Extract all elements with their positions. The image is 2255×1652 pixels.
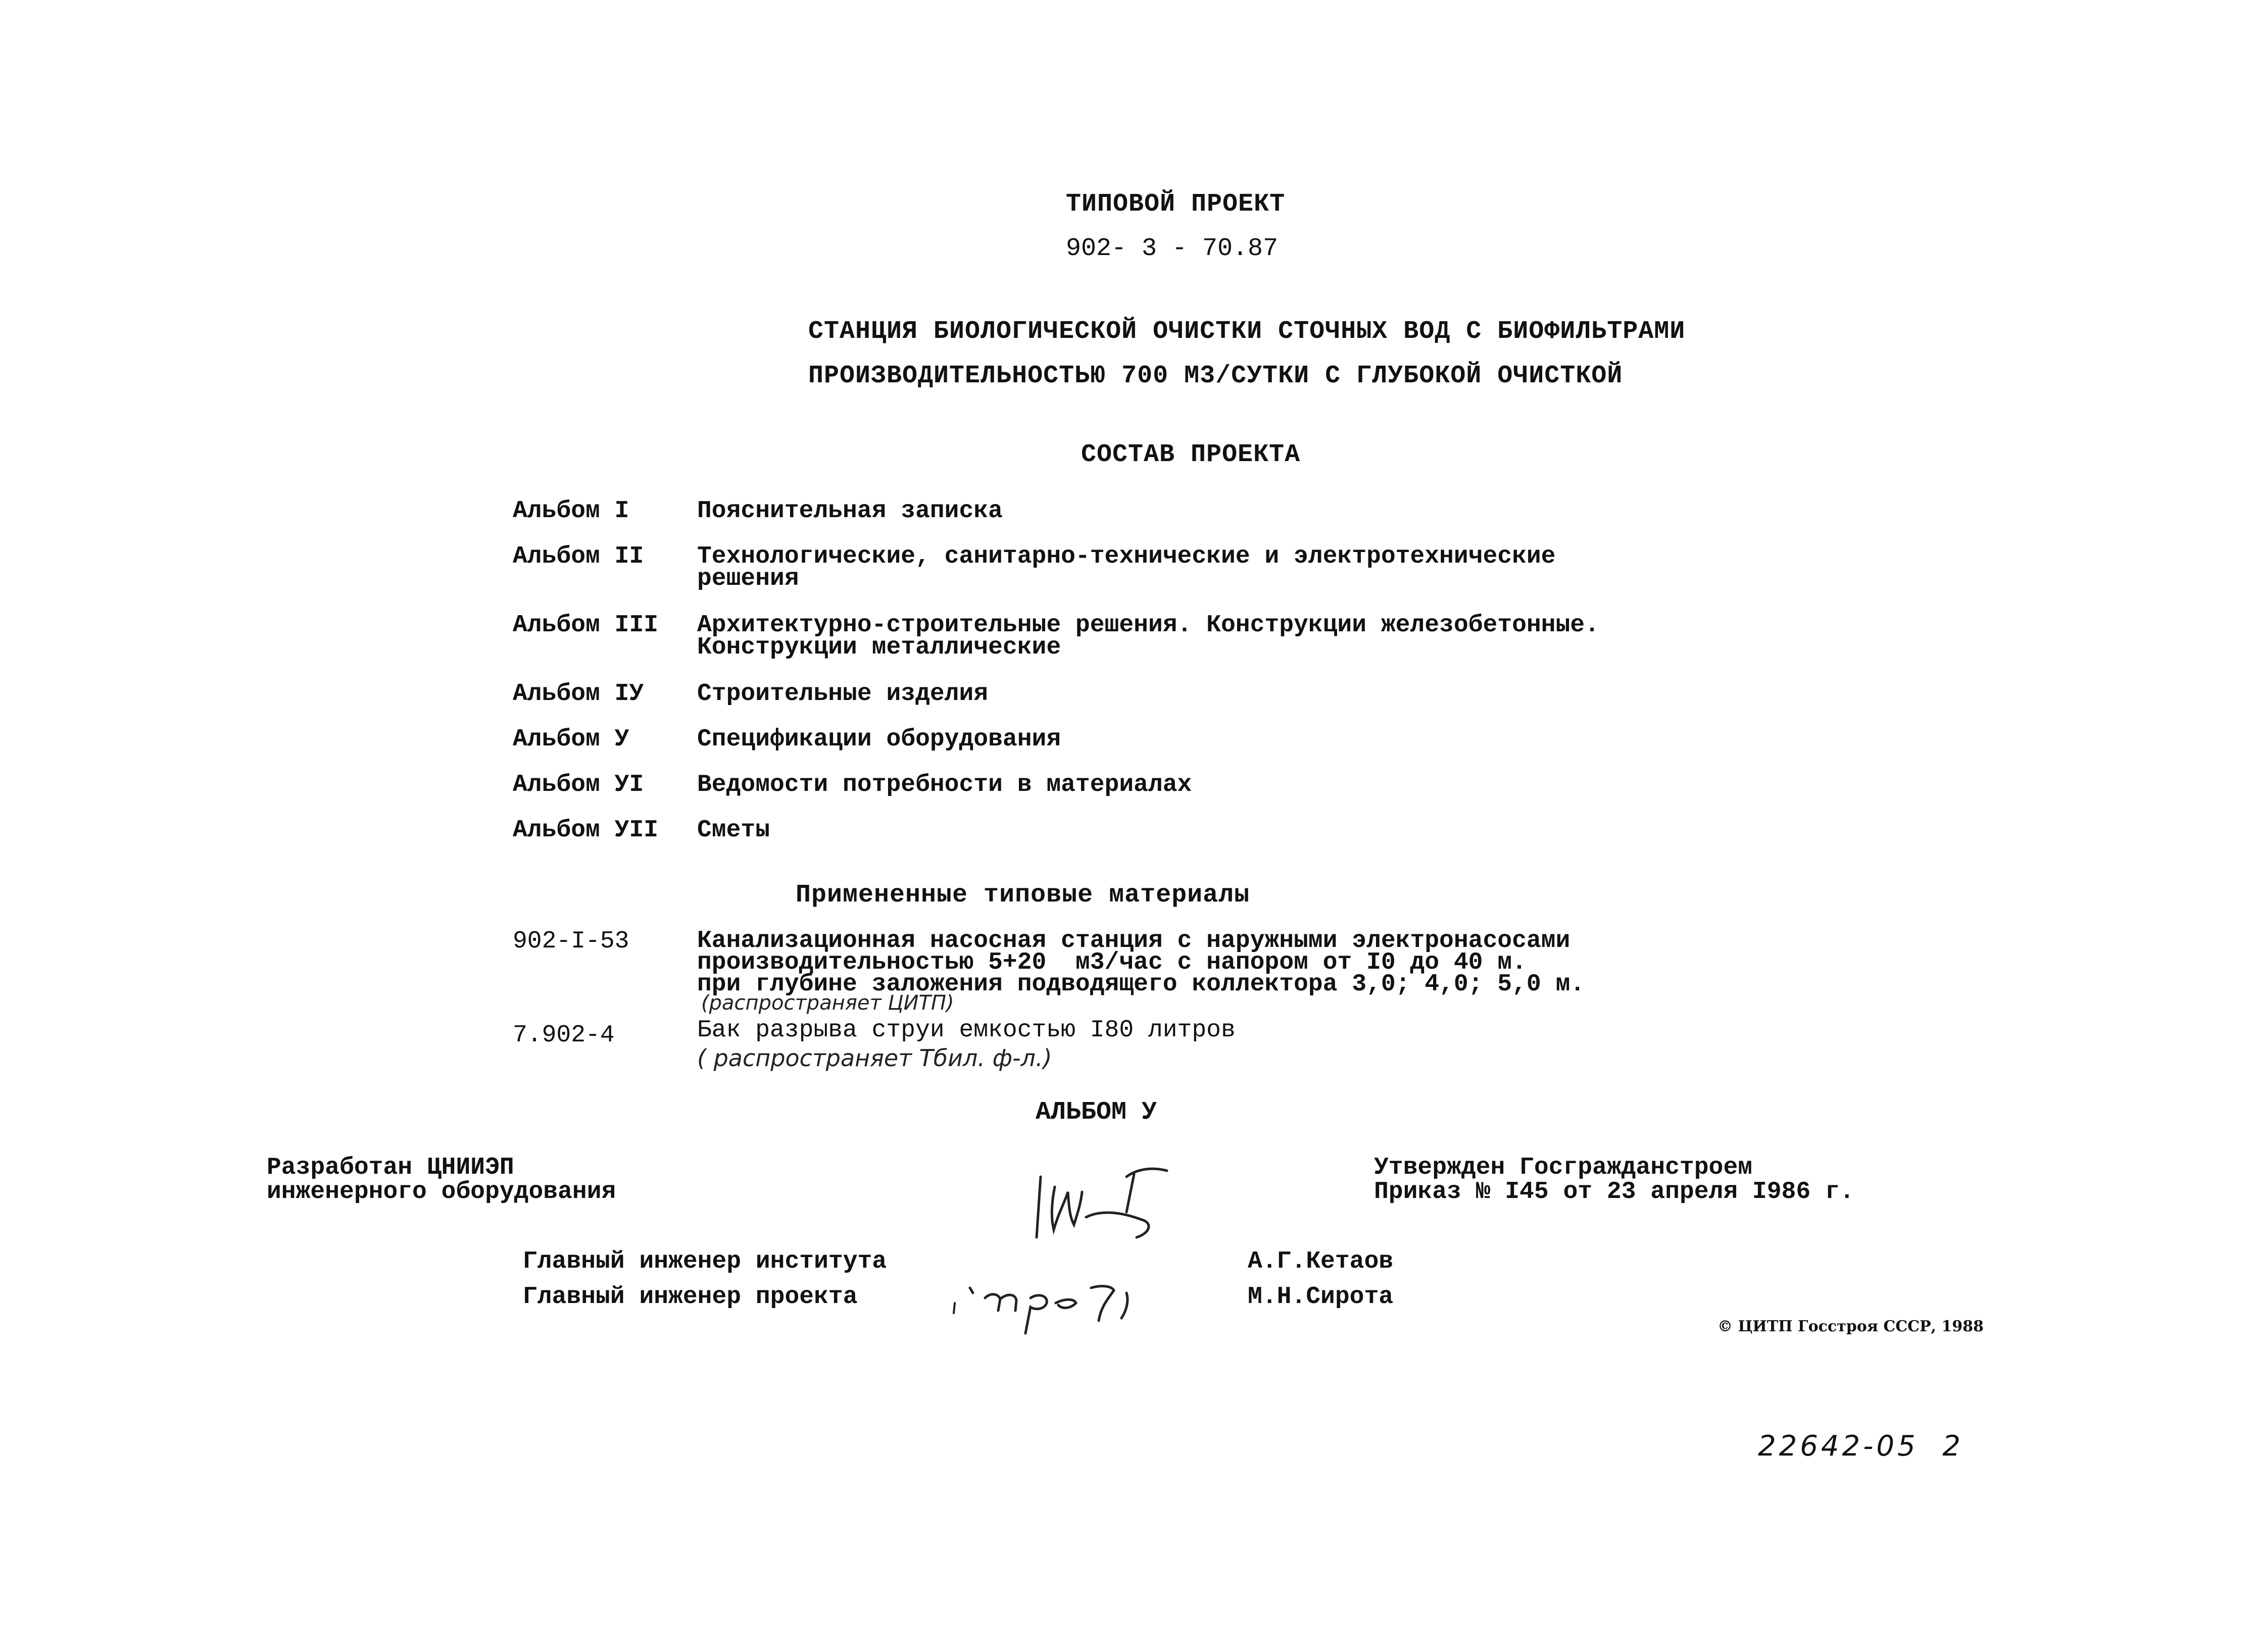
album-description: Сметы bbox=[697, 817, 770, 844]
signatory-name: А.Г.Кетаов bbox=[1248, 1248, 1394, 1275]
title-line-2: ПРОИЗВОДИТЕЛЬНОСТЬЮ 700 М3/СУТКИ С ГЛУБОКОЙ ОЧИСТКОЙ bbox=[808, 362, 1623, 390]
title-line-1: СТАНЦИЯ БИОЛОГИЧЕСКОЙ ОЧИСТКИ СТОЧНЫХ ВОД С БИОФИЛЬТРАМИ bbox=[808, 317, 1686, 346]
album-label: Альбом У bbox=[513, 726, 629, 753]
signature-chief-engineer-project bbox=[950, 1263, 1172, 1338]
album-label: Альбом IУ bbox=[513, 680, 644, 708]
material-distribution-note: (распространяет ЦИТП) bbox=[701, 991, 954, 1015]
developer-line-1: Разработан ЦНИИЭП bbox=[267, 1154, 514, 1181]
materials-heading: Примененные типовые материалы bbox=[796, 881, 1250, 910]
album-description: Пояснительная записка bbox=[697, 497, 1003, 525]
album-label: Альбом УII bbox=[513, 817, 659, 844]
album-description: Ведомости потребности в материалах bbox=[697, 771, 1192, 798]
material-code: 7.902-4 bbox=[513, 1022, 615, 1049]
signatory-name: М.Н.Сирота bbox=[1248, 1283, 1394, 1311]
material-code: 902-I-53 bbox=[513, 928, 629, 955]
composition-heading: СОСТАВ ПРОЕКТА bbox=[1081, 440, 1301, 469]
signature-chief-engineer-institute bbox=[1025, 1157, 1197, 1258]
project-code: 902- 3 - 70.87 bbox=[1066, 234, 1279, 263]
album-label: Альбом III bbox=[513, 612, 659, 639]
approval-line-1: Утвержден Госгражданстроем bbox=[1374, 1154, 1752, 1181]
inventory-number: 22642-05 2 bbox=[1758, 1430, 1964, 1463]
signatory-role: Главный инженер проекта bbox=[523, 1283, 858, 1311]
album-label: Альбом II bbox=[513, 543, 644, 570]
album-description: Строительные изделия bbox=[697, 680, 989, 708]
material-distribution-note: ( распространяет Тбил. ф-л.) bbox=[697, 1044, 1052, 1072]
album-label: Альбом I bbox=[513, 497, 629, 525]
copyright-notice: © ЦИТП Госстроя СССР, 1988 bbox=[1718, 1318, 1984, 1335]
album-label: Альбом УI bbox=[513, 771, 644, 798]
material-description: Бак разрыва струи емкостью I80 литров bbox=[697, 1017, 1236, 1044]
album-description: Спецификации оборудования bbox=[697, 726, 1061, 753]
developer-line-2: инженерного оборудования bbox=[267, 1178, 616, 1206]
album-description: Архитектурно-строительные решения. Конструкции железобетонные. Конструкции металлические bbox=[697, 612, 1599, 661]
album-description: Технологические, санитарно-технические и электротехнические решения bbox=[697, 543, 1556, 592]
material-description: Канализационная насосная станция с наружными электронасосами производительностью 5+20 м3/час с напором от I0 до 40 м. при глубине заложения подводящего коллектора 3,0; 4,0; 5,0 м. bbox=[697, 927, 1585, 998]
signatory-role: Главный инженер института bbox=[523, 1248, 887, 1275]
album-designation: АЛЬБОМ У bbox=[1036, 1098, 1157, 1127]
approval-line-2: Приказ № I45 от 23 апреля I986 г. bbox=[1374, 1178, 1854, 1206]
project-type-label: ТИПОВОЙ ПРОЕКТ bbox=[1066, 190, 1286, 219]
